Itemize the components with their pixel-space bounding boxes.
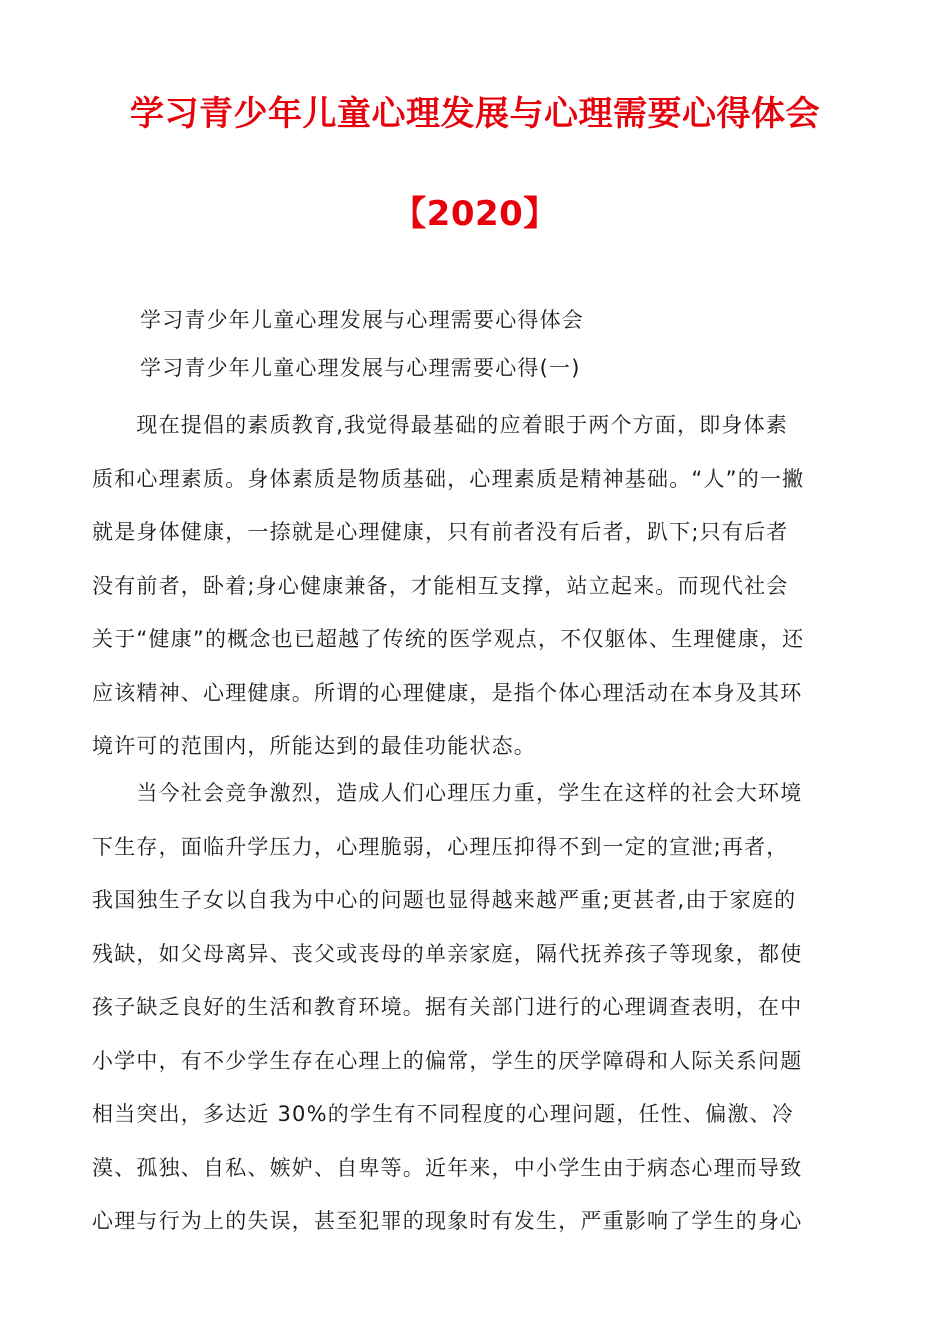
paragraph-1-line: 现在提倡的素质教育,我觉得最基础的应着眼于两个方面，即身体素 xyxy=(92,413,789,437)
paragraph-1-line: 质和心理素质。身体素质是物质基础，心理素质是精神基础。“人”的一撇 xyxy=(92,466,805,491)
body-paragraph-1 xyxy=(92,405,872,780)
body-paragraph-2 xyxy=(92,773,872,1255)
paragraph-2-line: 小学中，有不少学生存在心理上的偏常，学生的厌学障碍和人际关系问题 xyxy=(92,1048,803,1073)
paragraph-2-line: 孩子缺乏良好的生活和教育环境。据有关部门进行的心理调查表明，在中 xyxy=(92,995,803,1019)
paragraph-1-line: 就是身体健康，一捺就是心理健康，只有前者没有后者，趴下;只有后者 xyxy=(92,520,789,544)
paragraph-2-line: 相当突出，多达近 30%的学生有不同程度的心理问题，任性、偏激、冷 xyxy=(92,1102,794,1126)
paragraph-2-line: 下生存，面临升学压力，心理脆弱，心理压抑得不到一定的宣泄;再者， xyxy=(92,834,789,859)
document-subheading-1: 学习青少年儿童心理发展与心理需要心得体会 xyxy=(140,308,584,332)
paragraph-1-line: 没有前者，卧着;身心健康兼备，才能相互支撑，站立起来。而现代社会 xyxy=(92,573,789,598)
document-title-line-1: 学习青少年儿童心理发展与心理需要心得体会 xyxy=(130,94,820,134)
paragraph-2-line: 残缺，如父母离异、丧父或丧母的单亲家庭，隔代抚养孩子等现象，都使 xyxy=(92,941,803,966)
paragraph-2-line: 心理与行为上的失误，甚至犯罪的现象时有发生，严重影响了学生的身心 xyxy=(92,1209,803,1233)
paragraph-2-line: 当今社会竞争激烈，造成人们心理压力重，学生在这样的社会大环境 xyxy=(92,781,803,805)
paragraph-1-line: 关于“健康”的概念也已超越了传统的医学观点，不仅躯体、生理健康，还 xyxy=(92,627,805,651)
document-subheading-2: 学习青少年儿童心理发展与心理需要心得(一) xyxy=(140,356,581,380)
document-title-line-2: 【2020】 xyxy=(392,194,558,234)
paragraph-1-line: 境许可的范围内，所能达到的最佳功能状态。 xyxy=(92,734,536,758)
paragraph-2-line: 漠、孤独、自私、嫉妒、自卑等。近年来，中小学生由于病态心理而导致 xyxy=(92,1155,803,1180)
paragraph-1-line: 应该精神、心理健康。所谓的心理健康，是指个体心理活动在本身及其环 xyxy=(92,680,803,705)
paragraph-2-line: 我国独生子女以自我为中心的问题也显得越来越严重;更甚者,由于家庭的 xyxy=(92,888,797,912)
